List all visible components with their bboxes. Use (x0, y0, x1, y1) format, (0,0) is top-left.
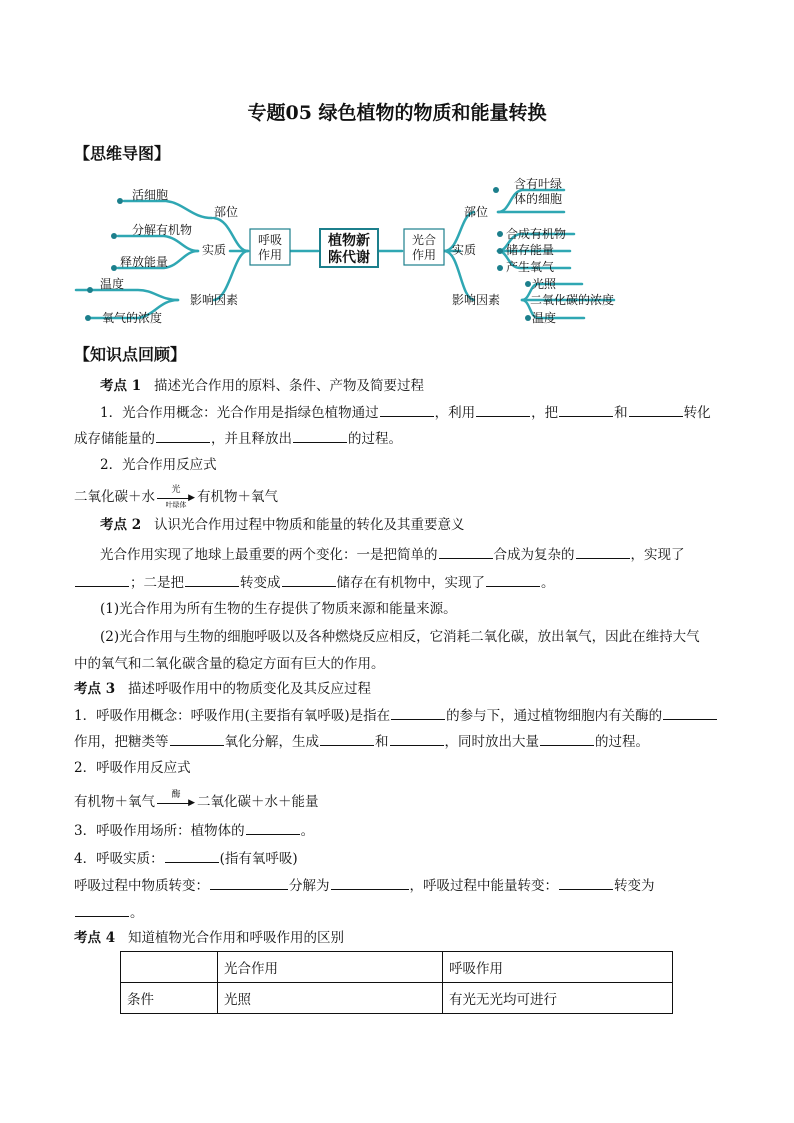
text-segment: 1．呼吸作用概念：呼吸作用(主要指有氧呼吸)是指在 (74, 708, 391, 724)
photosynthesis-equation (74, 485, 278, 507)
fill-blank[interactable] (486, 573, 540, 587)
point3-line4 (74, 821, 720, 840)
mindmap-left-essence-item: 分解有机物 (132, 223, 193, 237)
mindmap-left-factors: 影响因素 (190, 293, 239, 307)
point2-para1: (1)光合作用为所有生物的生存提供了物质来源和能量来源。 (100, 601, 457, 617)
review-heading: 【知识点回顾】 (74, 345, 187, 364)
point1-line2 (74, 429, 720, 448)
fill-blank[interactable] (293, 429, 347, 443)
point2-line2 (74, 573, 720, 592)
fill-blank[interactable] (576, 545, 630, 559)
point2-heading (100, 516, 720, 534)
table-cell: 条件 (121, 983, 218, 1014)
fill-blank[interactable] (75, 903, 129, 917)
fill-blank[interactable] (210, 876, 288, 890)
mindmap-right-part: 部位 (464, 205, 489, 219)
text-segment: 转变成 (240, 575, 281, 591)
arrow-bottom-label: 叶绿体 (165, 500, 187, 509)
mindmap-left-essence: 实质 (202, 243, 227, 257)
point3-line3: 2．呼吸作用反应式 (74, 760, 191, 776)
text-segment: ，同时放出大量 (444, 734, 539, 750)
fill-blank[interactable] (559, 876, 613, 890)
text-segment: 和 (375, 734, 389, 750)
table-cell: 光合作用 (218, 952, 443, 983)
point2-line1 (100, 545, 720, 564)
arrow-top-label: 光 (171, 484, 181, 495)
point3-line5 (74, 849, 720, 868)
equation-products: 二氧化碳＋水＋能量 (197, 794, 319, 810)
text-segment: ；二是把 (130, 575, 184, 591)
point3-text: 描述呼吸作用中的物质变化及其反应过程 (127, 681, 371, 697)
fill-blank[interactable] (331, 876, 409, 890)
point3-label: 考点 3 (74, 681, 116, 697)
point3-line1 (74, 706, 720, 725)
mindmap-diagram (74, 172, 620, 330)
text-segment: ，呼吸过程中能量转变： (409, 878, 558, 894)
text-segment: 分解为 (289, 878, 330, 894)
point1-heading (100, 377, 720, 395)
fill-blank[interactable] (540, 732, 594, 746)
fill-blank[interactable] (246, 821, 300, 835)
text-segment: 的参与下，通过植物细胞内有关酶的 (446, 708, 663, 724)
fill-blank[interactable] (559, 403, 613, 417)
text-segment: 作用，把糖类等 (74, 734, 169, 750)
mindmap-left-factor-item: 温度 (100, 277, 125, 291)
mindmap-respiration-node: 呼吸 (257, 233, 283, 247)
comparison-table (120, 951, 673, 1014)
reaction-arrow-icon: 酶 ▶ (155, 794, 197, 812)
fill-blank[interactable] (320, 732, 374, 746)
text-segment: ，并且释放出 (211, 431, 292, 447)
mindmap-respiration-node: 作用 (257, 248, 283, 262)
text-segment: 4．呼吸实质： (74, 851, 164, 867)
point3-line7 (74, 903, 720, 922)
fill-blank[interactable] (476, 403, 530, 417)
mindmap-photosynthesis-node: 作用 (411, 248, 437, 262)
text-segment: 的过程。 (595, 734, 649, 750)
mindmap-right-factor-item: 温度 (532, 311, 557, 325)
reaction-arrow-icon: 光 ▶ 叶绿体 (155, 489, 197, 507)
fill-blank[interactable] (282, 573, 336, 587)
fill-blank[interactable] (156, 429, 210, 443)
point4-label: 考点 4 (74, 930, 116, 946)
fill-blank[interactable] (170, 732, 224, 746)
text-segment: 呼吸过程中物质转变： (74, 878, 209, 894)
text-segment: 的过程。 (348, 431, 402, 447)
mindmap-right-essence: 实质 (452, 243, 477, 257)
mindmap-right-factors: 影响因素 (452, 293, 501, 307)
text-segment: ，利用 (434, 405, 476, 421)
arrow-top-label: 酶 (171, 789, 181, 800)
text-segment: 合成为复杂的 (493, 547, 575, 563)
mindmap-right-essence-item: 产生氧气 (506, 260, 555, 274)
text-segment: 和 (614, 405, 628, 421)
mindmap-left-part-item: 活细胞 (132, 188, 169, 202)
mindmap-heading: 【思维导图】 (74, 144, 171, 163)
fill-blank[interactable] (75, 573, 129, 587)
point3-line2 (74, 732, 720, 751)
fill-blank[interactable] (185, 573, 239, 587)
point4-text: 知道植物光合作用和呼吸作用的区别 (127, 930, 344, 946)
point2-para2: (2)光合作用与生物的细胞呼吸以及各种燃烧反应相反，它消耗二氧化碳，放出氧气，因此在维持大气 (100, 629, 700, 645)
text-segment: 3．呼吸作用场所：植物体的 (74, 823, 245, 839)
fill-blank[interactable] (629, 403, 683, 417)
text-segment: 氧化分解，生成 (224, 734, 319, 750)
point4-heading (74, 929, 720, 947)
mindmap-right-essence-item: 合成有机物 (506, 227, 567, 241)
mindmap-left-factor-item: 氧气的浓度 (102, 311, 163, 325)
mindmap-center-label: 陈代谢 (328, 250, 370, 266)
text-segment: 转变为 (614, 878, 655, 894)
table-cell: 光照 (218, 983, 443, 1014)
fill-blank[interactable] (663, 706, 717, 720)
point1-line1 (100, 403, 720, 422)
mindmap-right-factor-item: 二氧化碳的浓度 (530, 293, 615, 307)
point1-line3: 2．光合作用反应式 (100, 457, 217, 473)
point3-heading (74, 680, 720, 698)
text-segment: (指有氧呼吸) (219, 851, 298, 867)
point2-label: 考点 2 (100, 517, 142, 533)
table-cell: 呼吸作用 (443, 952, 673, 983)
fill-blank[interactable] (439, 545, 493, 559)
text-segment: 光合作用实现了地球上最重要的两个变化：一是把简单的 (100, 547, 438, 563)
text-segment: 。 (300, 823, 315, 839)
text-segment: 1．光合作用概念：光合作用是指绿色植物通过 (100, 405, 379, 421)
text-segment: 成存储能量的 (74, 431, 155, 447)
point3-line6 (74, 876, 720, 895)
table-row (121, 983, 673, 1014)
mindmap-right-essence-item: 储存能量 (506, 243, 555, 257)
point2-text: 认识光合作用过程中物质和能量的转化及其重要意义 (153, 517, 465, 533)
mindmap-photosynthesis-node: 光合 (411, 233, 437, 247)
text-segment: 储存在有机物中，实现了 (336, 575, 485, 591)
text-segment: 。 (541, 575, 555, 591)
text-segment: 转化 (683, 405, 711, 421)
table-header-row (121, 952, 673, 983)
text-segment: 。 (130, 905, 144, 921)
table-cell: 有光无光均可进行 (443, 983, 673, 1014)
fill-blank[interactable] (391, 706, 445, 720)
text-segment: ，实现了 (630, 547, 685, 563)
point2-para2-cont: 中的氧气和二氧化碳含量的稳定方面有巨大的作用。 (74, 656, 385, 672)
equation-reactants: 有机物＋氧气 (74, 794, 155, 810)
fill-blank[interactable] (165, 849, 219, 863)
equation-products: 有机物＋氧气 (197, 489, 278, 505)
fill-blank[interactable] (390, 732, 444, 746)
point1-label: 考点 1 (100, 378, 142, 394)
mindmap-center-label: 植物新 (328, 233, 370, 249)
fill-blank[interactable] (380, 403, 434, 417)
mindmap-right-part-item: 体的细胞 (514, 192, 563, 206)
respiration-equation (74, 790, 319, 812)
mindmap-right-part-item: 含有叶绿 (514, 177, 563, 191)
table-cell (121, 952, 218, 983)
point1-text: 描述光合作用的原料、条件、产物及简要过程 (153, 378, 424, 394)
mindmap-left-essence-item: 释放能量 (120, 255, 169, 269)
mindmap-right-factor-item: 光照 (532, 277, 557, 291)
mindmap-left-part: 部位 (214, 205, 239, 219)
page-title: 专题05 绿色植物的物质和能量转换 (247, 102, 547, 124)
text-segment: ，把 (531, 405, 559, 421)
equation-reactants: 二氧化碳＋水 (74, 489, 155, 505)
